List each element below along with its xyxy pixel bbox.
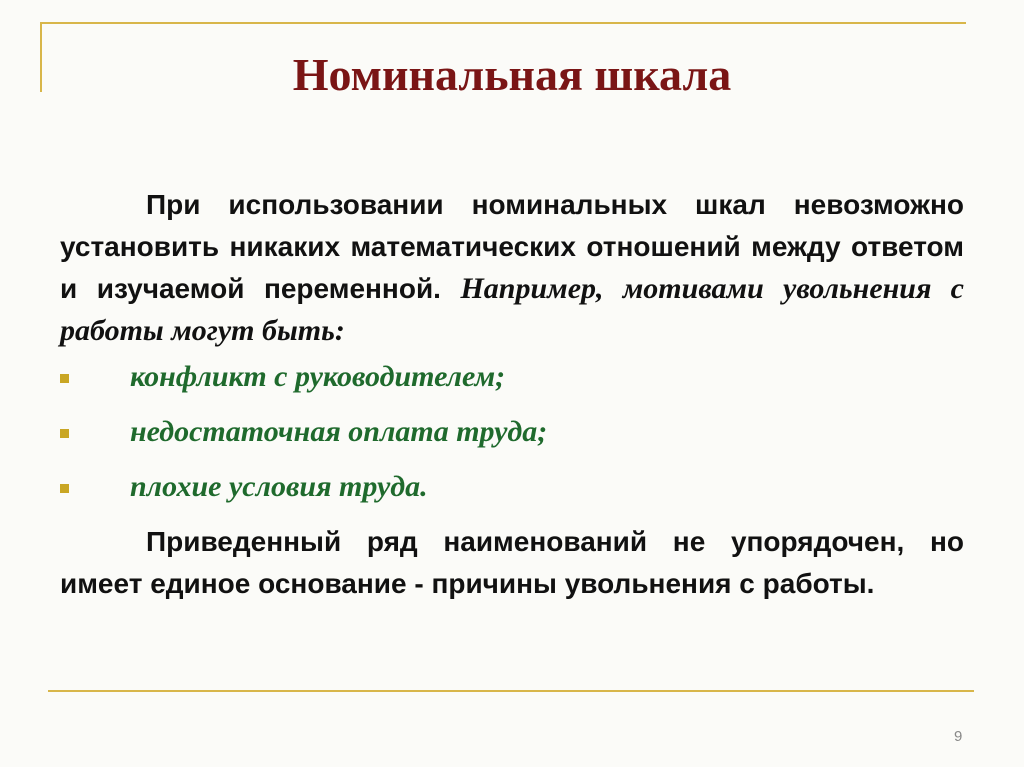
intro-text: При использовании номинальных шкал невозможно установить никаких математических отношений между ответом и изучаемой переменной. (60, 189, 964, 304)
intro-paragraph (60, 184, 964, 352)
list-item (60, 411, 964, 466)
frame-top-line (40, 22, 966, 24)
square-bullet-icon (60, 374, 69, 383)
slide-title: Номинальная шкала (292, 49, 732, 100)
bullet-text: недостаточная оплата труда; (130, 415, 548, 448)
square-bullet-icon (60, 484, 69, 493)
frame-bottom-line (48, 690, 974, 692)
bullet-list (60, 356, 964, 521)
list-item (60, 356, 964, 411)
slide-content (60, 184, 964, 605)
list-item (60, 466, 964, 521)
bullet-text: конфликт с руководителем; (130, 360, 506, 393)
conclusion-paragraph: Приведенный ряд наименований не упорядочен, но имеет единое основание - причины увольнения с работы. (60, 526, 964, 599)
square-bullet-icon (60, 429, 69, 438)
bullet-text: плохие условия труда. (130, 470, 428, 503)
example-text: Например, мотивами увольнения с работы могут быть: (60, 272, 964, 347)
page-number: 9 (954, 728, 963, 745)
